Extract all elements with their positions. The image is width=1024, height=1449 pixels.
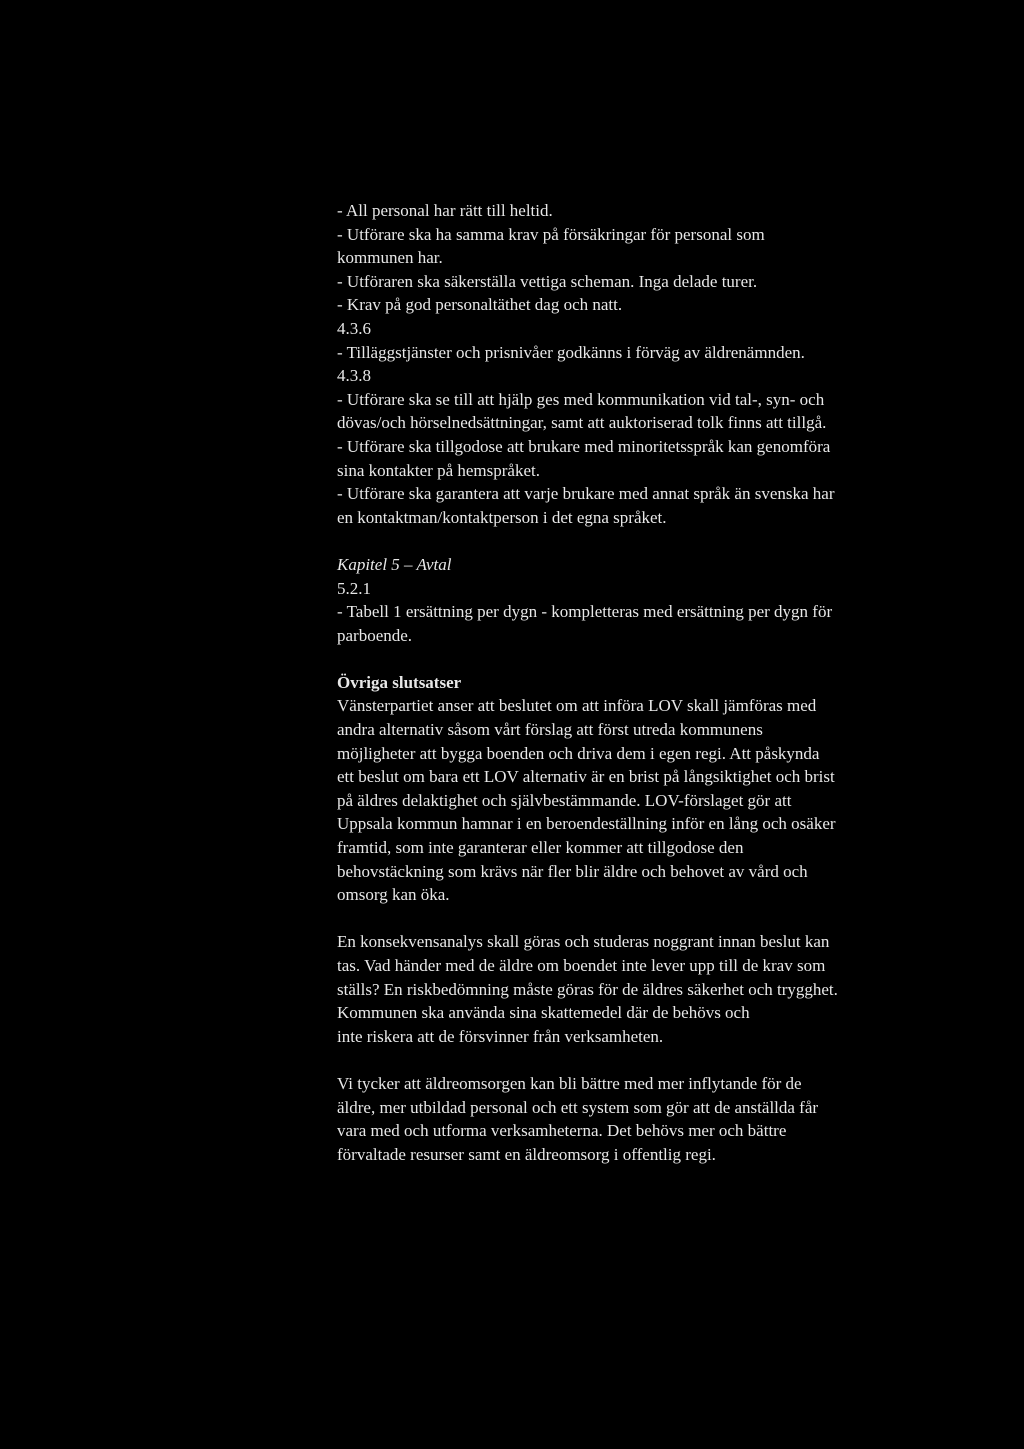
text-line: äldre, mer utbildad personal och ett system som gör att de anställda får — [337, 1097, 819, 1117]
text-line: en kontaktman/kontaktperson i det egna språket. — [337, 507, 667, 527]
text-line: - Tilläggstjänster och prisnivåer godkänns i förväg av äldrenämnden. — [337, 342, 805, 362]
text-line: - Utförare ska se till att hjälp ges med kommunikation vid tal-, syn- och — [337, 389, 825, 409]
text-line: möjligheter att bygga boenden och driva dem i egen regi. Att påskynda — [337, 743, 820, 763]
text-line: på äldres delaktighet och självbestämmande. LOV-förslaget gör att — [337, 790, 792, 810]
text-line: Kommunen ska använda sina skattemedel där de behövs och — [337, 1003, 750, 1023]
text-line: dövas/och hörselnedsättningar, samt att auktoriserad tolk finns att tillgå. — [337, 413, 827, 433]
section-number: 4.3.6 — [337, 318, 371, 338]
text-line: kommunen har. — [337, 248, 443, 268]
text-line: andra alternativ såsom vårt förslag att först utreda kommunens — [337, 720, 763, 740]
section-number: 4.3.8 — [337, 366, 371, 386]
text-line: sina kontakter på hemspråket. — [337, 460, 540, 480]
document-body — [337, 199, 957, 1166]
text-line: Vänsterpartiet anser att beslutet om att införa LOV skall jämföras med — [337, 696, 817, 716]
text-line: inte riskera att de försvinner från verksamheten. — [337, 1026, 664, 1046]
text-line: tas. Vad händer med de äldre om boendet inte lever upp till de krav som — [337, 956, 826, 975]
text-line: - Utförare ska ha samma krav på försäkringar för personal som — [337, 224, 765, 244]
text-line: behovstäckning som krävs när fler blir äldre och behovet av vård och — [337, 861, 808, 881]
text-line: omsorg kan öka. — [337, 885, 450, 905]
text-line: - Krav på god personaltäthet dag och natt. — [337, 295, 623, 315]
chapter-heading: Kapitel 5 – Avtal — [337, 554, 452, 574]
text-line: - Utföraren ska säkerställa vettiga scheman. Inga delade turer. — [337, 271, 758, 291]
text-line: Vi tycker att äldreomsorgen kan bli bättre med mer inflytande för de — [337, 1073, 802, 1093]
text-line: - Utförare ska tillgodose att brukare med minoritetsspråk kan genomföra — [337, 436, 831, 456]
requirements-list — [337, 199, 957, 529]
section-heading: Övriga slutsatser — [337, 672, 462, 692]
text-line: ett beslut om bara ett LOV alternativ är en brist på långsiktighet och brist — [337, 767, 835, 787]
text-line: - Tabell 1 ersättning per dygn - kompletteras med ersättning per dygn för — [337, 602, 833, 622]
chapter-5-section — [337, 553, 957, 647]
paragraph — [337, 930, 957, 1048]
paragraph-gap — [337, 907, 957, 931]
paragraph — [337, 1072, 957, 1166]
text-line: Uppsala kommun hamnar i en beroendeställning inför en lång och osäker — [337, 814, 836, 834]
paragraph-gap — [337, 1048, 957, 1072]
text-line: - All personal har rätt till heltid. — [337, 201, 553, 220]
text-line: förvaltade resurser samt en äldreomsorg i offentlig regi. — [337, 1144, 716, 1164]
text-line: parboende. — [337, 625, 413, 645]
text-line: En konsekvensanalys skall göras och studeras noggrant innan beslut kan — [337, 932, 830, 952]
text-line: - Utförare ska garantera att varje brukare med annat språk än svenska har — [337, 484, 835, 504]
ovriga-slutsatser-section — [337, 671, 957, 1166]
text-line: ställs? En riskbedömning måste göras för de äldres säkerhet och trygghet. — [337, 979, 838, 999]
paragraph — [337, 694, 957, 906]
paragraph-gap — [337, 529, 957, 553]
text-line: vara med och utforma verksamheterna. Det behövs mer och bättre — [337, 1121, 787, 1141]
text-line: framtid, som inte garanterar eller kommer att tillgodose den — [337, 838, 744, 858]
paragraph-gap — [337, 647, 957, 671]
section-number: 5.2.1 — [337, 578, 371, 598]
